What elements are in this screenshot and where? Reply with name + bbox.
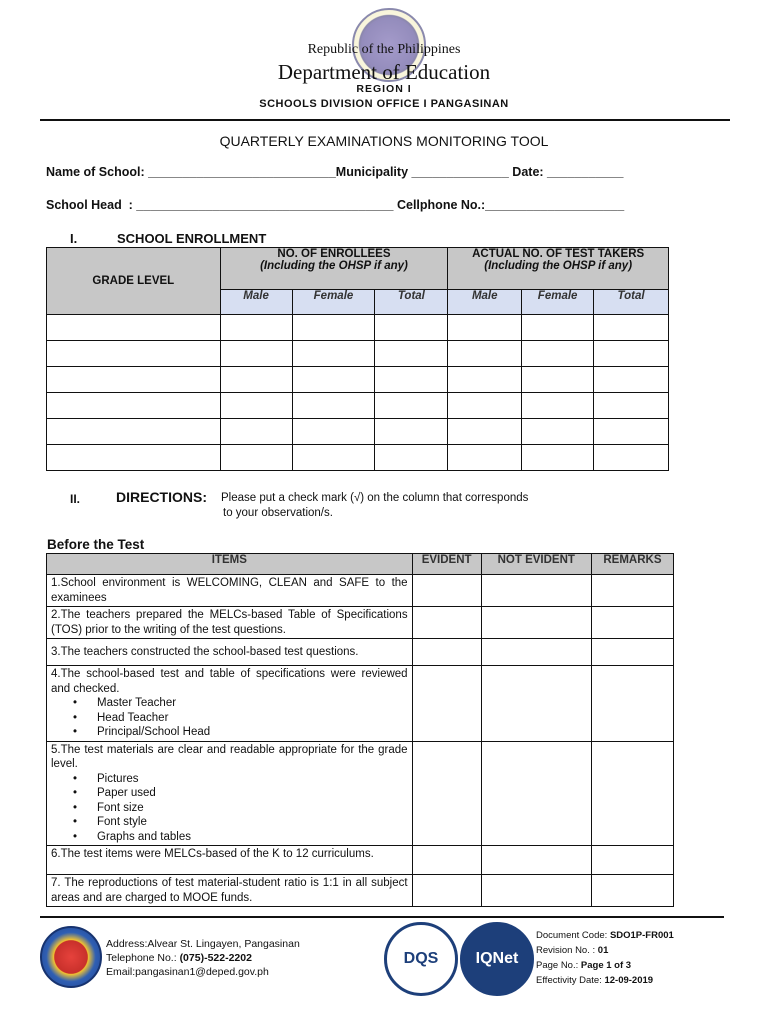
- footer-email: Email:pangasinan1@deped.gov.ph: [106, 966, 269, 978]
- enrollees-note: (Including the OHSP if any): [260, 260, 408, 272]
- enrollment-table: [46, 247, 669, 471]
- evident-header: EVIDENT: [412, 554, 481, 575]
- remarks-cell[interactable]: [591, 575, 673, 607]
- item-5-list: [51, 772, 408, 845]
- input-cell[interactable]: [448, 367, 522, 393]
- table-row: [47, 393, 669, 419]
- remarks-cell[interactable]: [591, 666, 673, 742]
- document-control-block: [536, 928, 674, 988]
- item-4: [47, 666, 413, 742]
- input-cell[interactable]: [448, 419, 522, 445]
- grade-cell[interactable]: [47, 341, 221, 367]
- division-line: SCHOOLS DIVISION OFFICE I PANGASINAN: [259, 98, 509, 110]
- input-cell[interactable]: [220, 445, 292, 471]
- enrollees-male-header: Male: [220, 290, 292, 315]
- directions-text: Please put a check mark (√) on the column that corresponds: [221, 492, 529, 504]
- list-item: • Paper used: [97, 786, 408, 801]
- grade-cell[interactable]: [47, 393, 221, 419]
- input-cell[interactable]: [220, 341, 292, 367]
- test-takers-title: ACTUAL NO. OF TEST TAKERS: [472, 248, 645, 260]
- table-row: [47, 315, 669, 341]
- school-name-line[interactable]: Name of School: ___________________________Municipality ______________ Date: ___________: [46, 165, 624, 179]
- input-cell[interactable]: [448, 445, 522, 471]
- input-cell[interactable]: [594, 445, 669, 471]
- grade-cell[interactable]: [47, 315, 221, 341]
- not-evident-cell[interactable]: [481, 875, 591, 907]
- input-cell[interactable]: [220, 315, 292, 341]
- input-cell[interactable]: [292, 445, 375, 471]
- list-item: • Principal/School Head: [97, 725, 408, 740]
- not-evident-cell[interactable]: [481, 846, 591, 875]
- table-row: [47, 575, 674, 607]
- input-cell[interactable]: [594, 315, 669, 341]
- table-row: [47, 875, 674, 907]
- list-item: • Pictures: [97, 772, 408, 787]
- evident-cell[interactable]: [412, 875, 481, 907]
- footer-address-block: [106, 937, 300, 979]
- evident-cell[interactable]: [412, 741, 481, 846]
- remarks-cell[interactable]: [591, 875, 673, 907]
- not-evident-cell[interactable]: [481, 639, 591, 666]
- items-header: ITEMS: [47, 554, 413, 575]
- remarks-cell[interactable]: [591, 741, 673, 846]
- table-row: [47, 666, 674, 742]
- input-cell[interactable]: [594, 419, 669, 445]
- input-cell[interactable]: [220, 393, 292, 419]
- not-evident-header: NOT EVIDENT: [481, 554, 591, 575]
- input-cell[interactable]: [375, 367, 448, 393]
- test-takers-note: (Including the OHSP if any): [484, 260, 633, 272]
- section1-number: I.: [70, 231, 78, 246]
- input-cell[interactable]: [594, 341, 669, 367]
- not-evident-cell[interactable]: [481, 666, 591, 742]
- enrollees-header: [220, 248, 448, 290]
- enrollees-title: NO. OF ENROLLEES: [277, 248, 391, 260]
- effectivity-label: Effectivity Date:: [536, 975, 605, 986]
- table-row: [47, 367, 669, 393]
- before-test-heading: Before the Test: [47, 537, 145, 552]
- input-cell[interactable]: [375, 341, 448, 367]
- enrollees-total-header: Total: [375, 290, 448, 315]
- document-title: QUARTERLY EXAMINATIONS MONITORING TOOL: [219, 133, 549, 149]
- document-code: [536, 928, 674, 943]
- table-row: [47, 607, 674, 639]
- input-cell[interactable]: [292, 315, 375, 341]
- input-cell[interactable]: [522, 419, 594, 445]
- list-item: • Font size: [97, 801, 408, 816]
- revision-value: 01: [597, 945, 609, 956]
- effectivity-value: 12-09-2019: [604, 975, 654, 986]
- effectivity-date: [536, 973, 674, 988]
- footer-telephone: [106, 951, 300, 965]
- grade-level-header: GRADE LEVEL: [47, 248, 221, 315]
- department-title: Department of Education: [277, 60, 491, 84]
- item-4-text: 4.The school-based test and table of specifications were reviewed and checked.: [51, 668, 408, 695]
- evident-cell[interactable]: [412, 639, 481, 666]
- region-line: REGION I: [356, 83, 412, 95]
- input-cell[interactable]: [594, 393, 669, 419]
- footer-divider: [40, 916, 724, 918]
- input-cell[interactable]: [522, 445, 594, 471]
- item-4-list: [51, 696, 408, 740]
- takers-total-header: Total: [594, 290, 669, 315]
- remarks-cell[interactable]: [591, 639, 673, 666]
- item-1: 1.School environment is WELCOMING, CLEAN and SAFE to the examinees: [47, 575, 413, 607]
- input-cell[interactable]: [375, 445, 448, 471]
- grade-cell[interactable]: [47, 367, 221, 393]
- input-cell[interactable]: [292, 393, 375, 419]
- directions-label: DIRECTIONS:: [116, 489, 207, 505]
- input-cell[interactable]: [375, 393, 448, 419]
- input-cell[interactable]: [375, 315, 448, 341]
- input-cell[interactable]: [522, 367, 594, 393]
- not-evident-cell[interactable]: [481, 741, 591, 846]
- table-row: [47, 639, 674, 666]
- grade-cell[interactable]: [47, 419, 221, 445]
- iqnet-certification-logo: [460, 922, 534, 996]
- doc-code-label: Document Code:: [536, 930, 610, 941]
- section1-title: SCHOOL ENROLLMENT: [117, 231, 267, 246]
- division-seal-logo: [40, 926, 102, 988]
- evident-cell[interactable]: [412, 575, 481, 607]
- table-row: [47, 445, 669, 471]
- item-7: 7. The reproductions of test material-student ratio is 1:1 in all subject areas and are charged to MOOE funds.: [47, 875, 413, 907]
- revision-number: [536, 943, 674, 958]
- table-row: [47, 741, 674, 846]
- checklist-table: [46, 553, 674, 907]
- list-item: • Head Teacher: [97, 711, 408, 726]
- school-head-line[interactable]: School Head : _____________________________________ Cellphone No.:____________________: [46, 198, 625, 212]
- item-2: 2.The teachers prepared the MELCs-based Table of Specifications (TOS) prior to the writing of the test questions.: [47, 607, 413, 639]
- input-cell[interactable]: [448, 393, 522, 419]
- remarks-cell[interactable]: [591, 607, 673, 639]
- input-cell[interactable]: [448, 315, 522, 341]
- evident-cell[interactable]: [412, 607, 481, 639]
- evident-cell[interactable]: [412, 846, 481, 875]
- input-cell[interactable]: [375, 419, 448, 445]
- input-cell[interactable]: [292, 341, 375, 367]
- dqs-certification-logo: [384, 922, 458, 996]
- remarks-header: REMARKS: [591, 554, 673, 575]
- page-number: [536, 958, 674, 973]
- takers-male-header: Male: [448, 290, 522, 315]
- enrollees-female-header: Female: [292, 290, 375, 315]
- not-evident-cell[interactable]: [481, 607, 591, 639]
- item-3: 3.The teachers constructed the school-based test questions.: [47, 639, 413, 666]
- revision-label: Revision No. :: [536, 945, 598, 956]
- iqnet-logo-text: IQNet: [475, 950, 519, 967]
- takers-female-header: Female: [522, 290, 594, 315]
- input-cell[interactable]: [594, 367, 669, 393]
- input-cell[interactable]: [448, 341, 522, 367]
- input-cell[interactable]: [292, 367, 375, 393]
- page-label: Page No.:: [536, 960, 581, 971]
- directions-text-cont: to your observation/s.: [223, 507, 333, 519]
- input-cell[interactable]: [522, 315, 594, 341]
- input-cell[interactable]: [220, 367, 292, 393]
- remarks-cell[interactable]: [591, 846, 673, 875]
- item-6: 6.The test items were MELCs-based of the K to 12 curriculums.: [47, 846, 413, 875]
- dqs-logo-text: DQS: [403, 950, 439, 967]
- list-item: • Font style: [97, 815, 408, 830]
- input-cell[interactable]: [522, 393, 594, 419]
- list-item: • Graphs and tables: [97, 830, 408, 845]
- evident-cell[interactable]: [412, 666, 481, 742]
- footer-address: Address:Alvear St. Lingayen, Pangasinan: [106, 938, 300, 950]
- telephone-label: Telephone No.:: [106, 952, 180, 964]
- input-cell[interactable]: [522, 341, 594, 367]
- page-value: Page 1 of 3: [580, 960, 632, 971]
- grade-cell[interactable]: [47, 445, 221, 471]
- input-cell[interactable]: [292, 419, 375, 445]
- test-takers-header: [448, 248, 669, 290]
- not-evident-cell[interactable]: [481, 575, 591, 607]
- doc-code-value: SDO1P-FR001: [609, 930, 674, 941]
- item-5-text: 5.The test materials are clear and readable appropriate for the grade level.: [51, 743, 408, 770]
- list-item: • Master Teacher: [97, 696, 408, 711]
- input-cell[interactable]: [220, 419, 292, 445]
- republic-line: Republic of the Philippines: [307, 42, 461, 57]
- table-row: [47, 846, 674, 875]
- table-row: [47, 419, 669, 445]
- item-5: [47, 741, 413, 846]
- telephone-value: (075)-522-2202: [179, 952, 252, 964]
- header-divider: [40, 119, 730, 121]
- section2-number: II.: [70, 492, 81, 506]
- table-row: [47, 341, 669, 367]
